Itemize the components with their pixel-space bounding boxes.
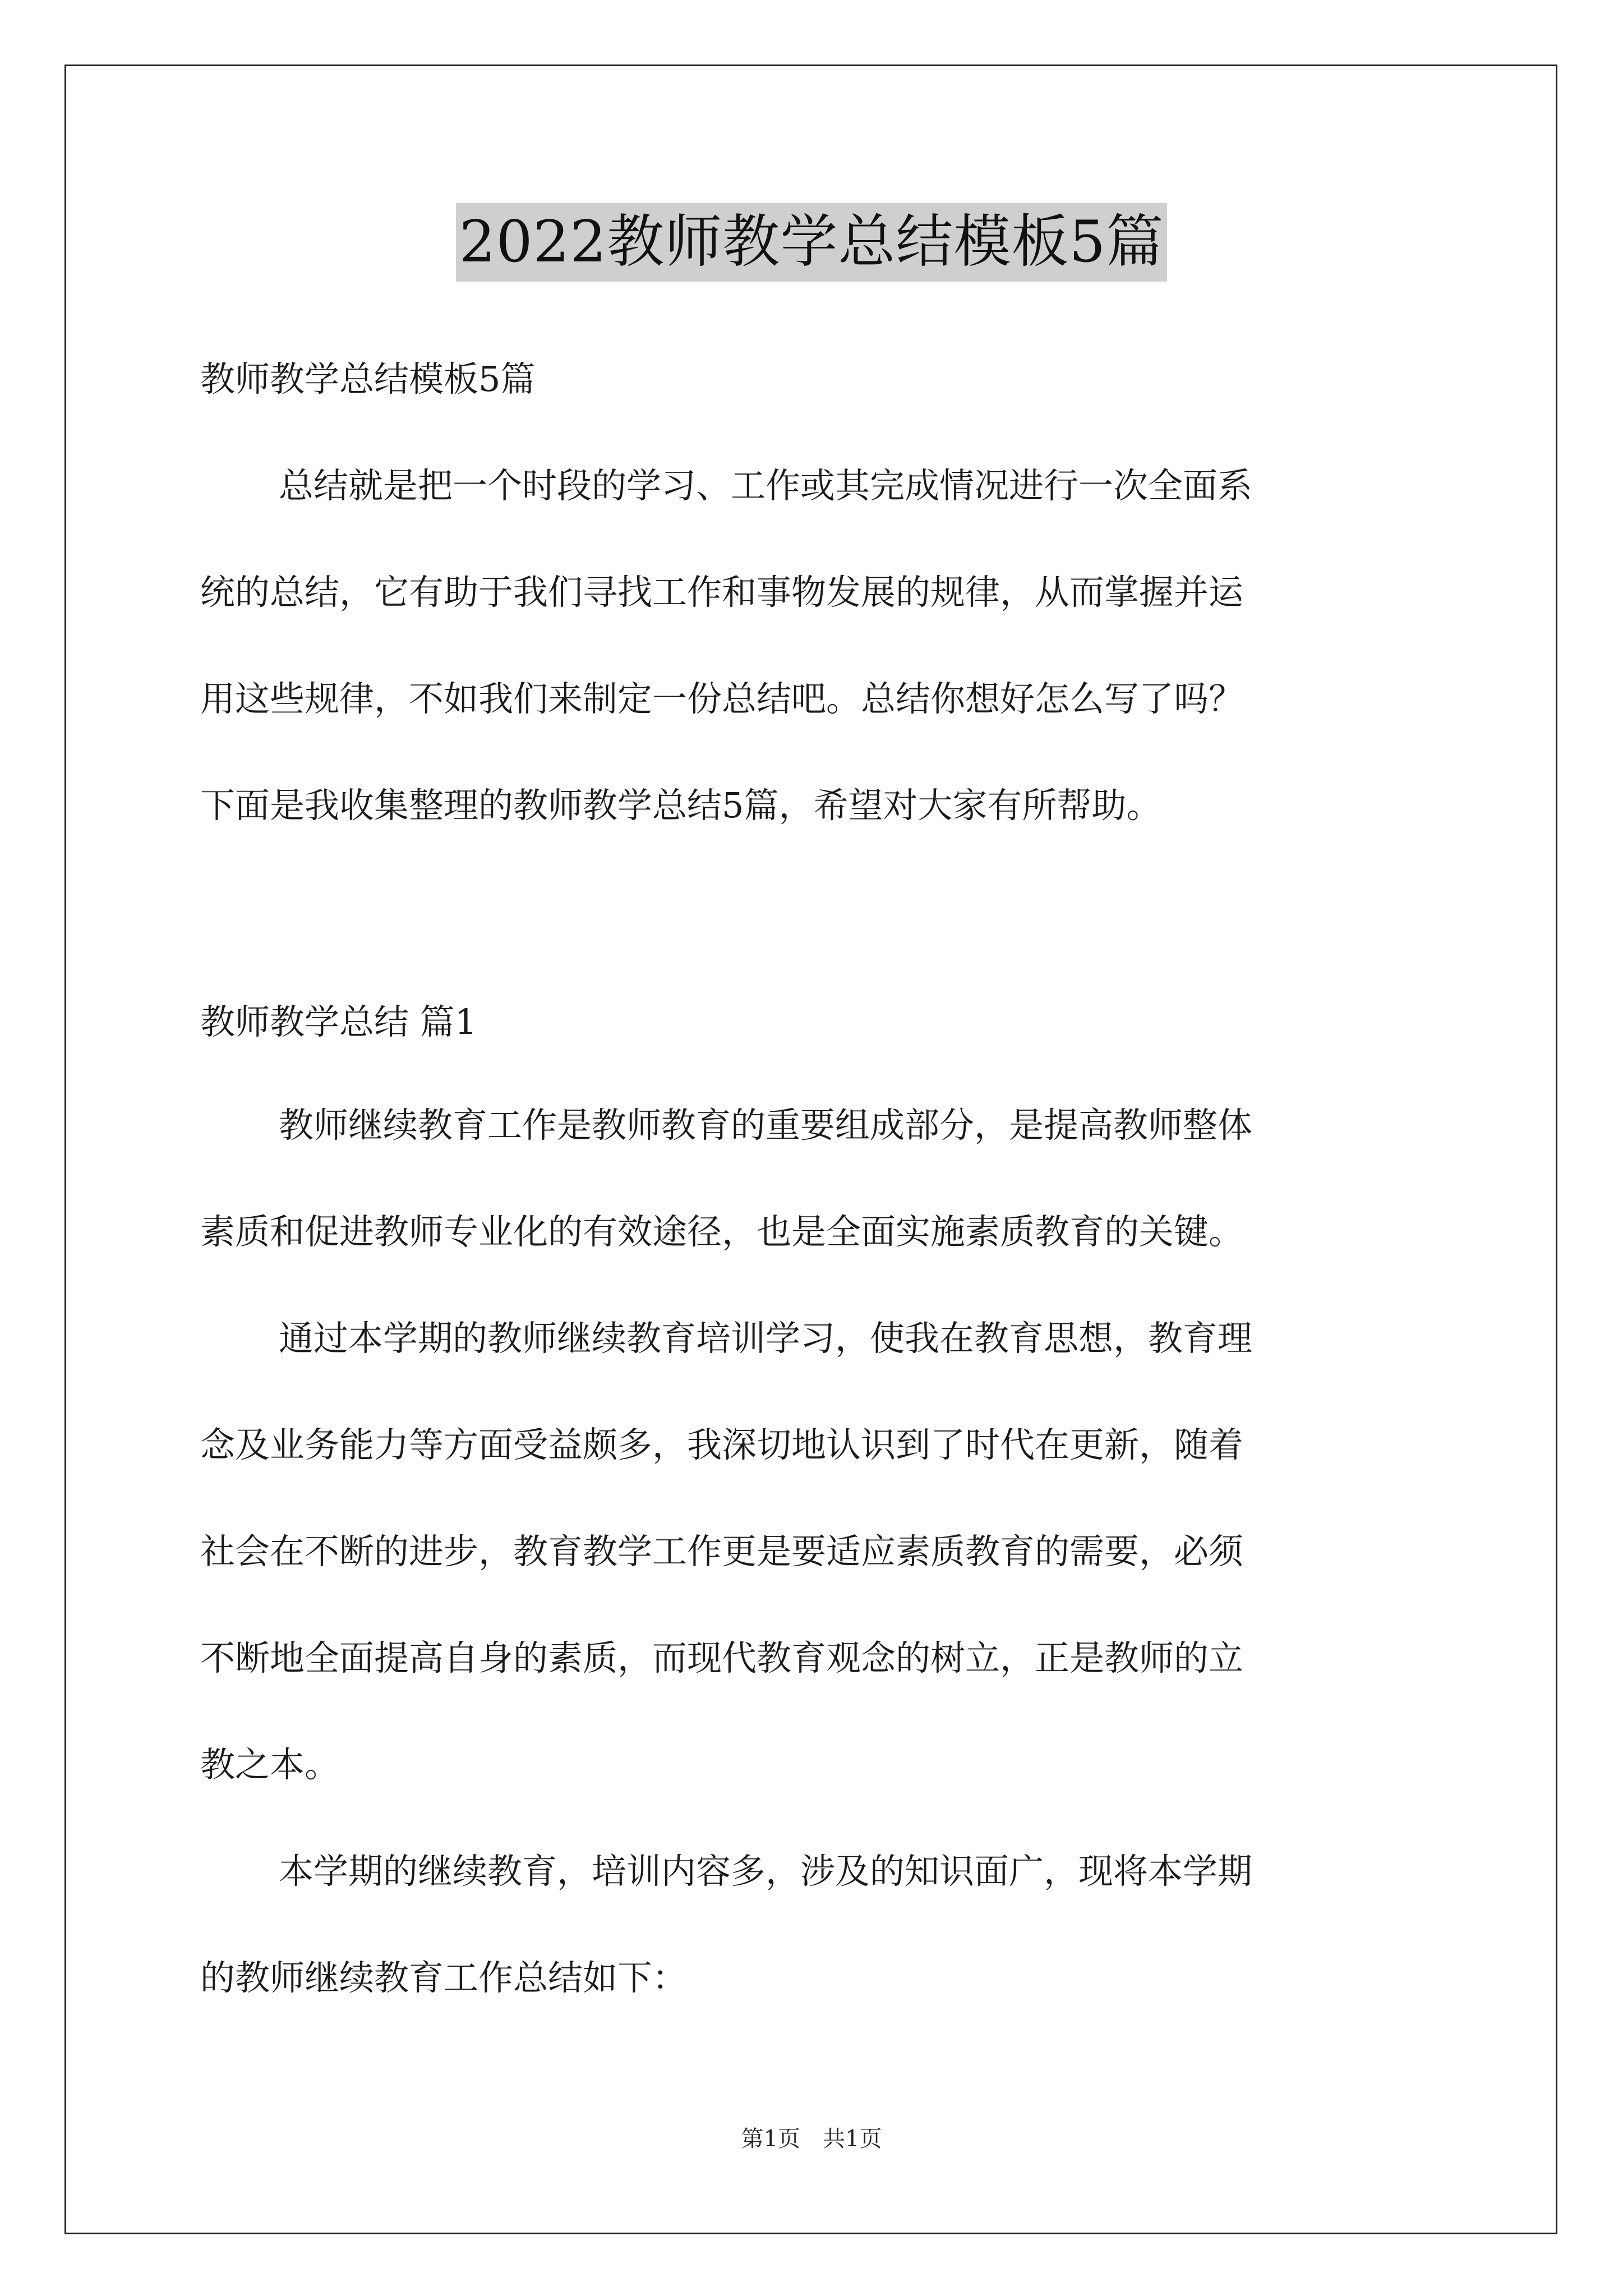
intro-line-1: 总结就是把一个时段的学习、工作或其完成情况进行一次全面系 bbox=[279, 465, 1253, 506]
document-subtitle: 教师教学总结模板5篇 bbox=[200, 358, 536, 399]
paragraph2-line-1: 通过本学期的教师继续教育培训学习，使我在教育思想，教育理 bbox=[279, 1318, 1253, 1359]
intro-line-3: 用这些规律，不如我们来制定一份总结吧。总结你想好怎么写了吗？ bbox=[200, 678, 1244, 719]
intro-line-2: 统的总结，它有助于我们寻找工作和事物发展的规律，从而掌握并运 bbox=[200, 572, 1244, 613]
paragraph3-line-1: 本学期的继续教育，培训内容多，涉及的知识面广，现将本学期 bbox=[279, 1851, 1253, 1892]
paragraph1-line-2: 素质和促进教师专业化的有效途径，也是全面实施素质教育的关键。 bbox=[200, 1211, 1244, 1252]
paragraph2-line-2: 念及业务能力等方面受益颇多，我深切地认识到了时代在更新，随着 bbox=[200, 1424, 1244, 1465]
paragraph2-line-3: 社会在不断的进步，教育教学工作更是要适应素质教育的需要，必须 bbox=[200, 1531, 1244, 1572]
section-heading: 教师教学总结 篇1 bbox=[200, 1001, 477, 1042]
intro-line-4: 下面是我收集整理的教师教学总结5篇，希望对大家有所帮助。 bbox=[200, 785, 1161, 826]
paragraph3-line-2: 的教师继续教育工作总结如下： bbox=[200, 1957, 688, 1998]
page-footer: 第1页 共1页 bbox=[741, 2126, 882, 2152]
paragraph2-line-5: 教之本。 bbox=[200, 1744, 340, 1785]
document-title: 2022教师教学总结模板5篇 bbox=[456, 203, 1167, 282]
title-container bbox=[0, 203, 1623, 282]
paragraph2-line-4: 不断地全面提高自身的素质，而现代教育观念的树立，正是教师的立 bbox=[200, 1637, 1244, 1678]
paragraph1-line-1: 教师继续教育工作是教师教育的重要组成部分，是提高教师整体 bbox=[279, 1105, 1253, 1145]
